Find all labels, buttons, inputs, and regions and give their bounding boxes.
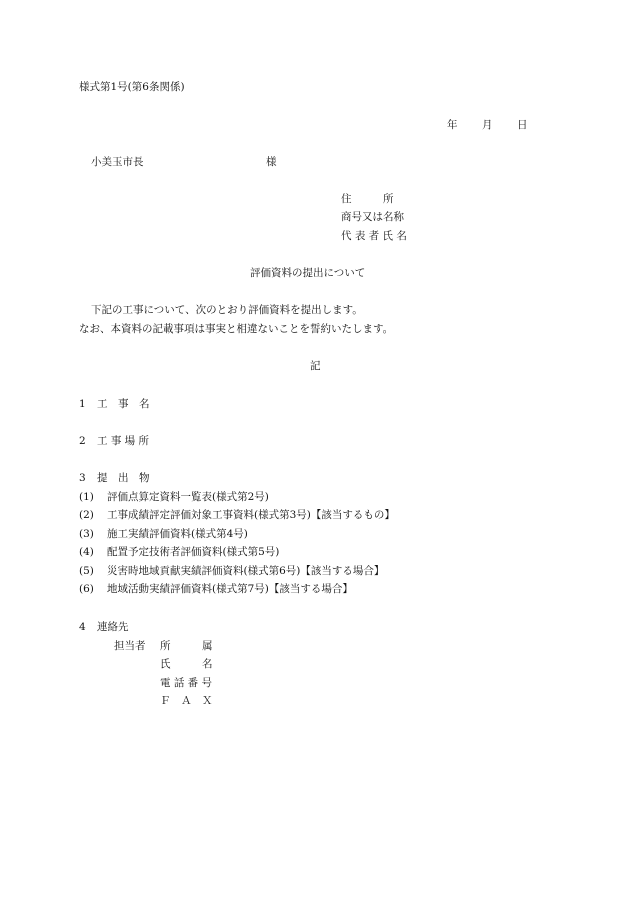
body-line-2: なお、本資料の記載事項は事実と相違ないことを誓約いたします。	[79, 323, 394, 335]
submission-item	[79, 547, 279, 558]
section-contact	[79, 622, 129, 633]
item-number: (6)	[79, 583, 94, 595]
item-text: 災害時地域貢献実績評価資料(様式第6号)【該当する場合】	[107, 565, 385, 577]
applicant-address-label: 住 所	[341, 193, 394, 205]
section-number: 3	[79, 472, 86, 484]
item-number: (1)	[79, 491, 94, 503]
document-title: 評価資料の提出について	[250, 267, 366, 279]
section-label: 連絡先	[97, 621, 129, 633]
applicant-company-label: 商号又は名称	[341, 211, 404, 223]
section-number: 1	[79, 398, 86, 410]
person-in-charge-label: 担当者	[114, 640, 146, 652]
item-number: (4)	[79, 546, 94, 558]
date-year: 年	[447, 119, 458, 131]
section-label: 工 事 場 所	[97, 435, 150, 447]
contact-field-department: 所 属	[160, 640, 213, 652]
submission-item	[79, 566, 384, 577]
submission-item	[79, 510, 395, 521]
contact-field-name: 氏 名	[160, 658, 213, 670]
item-text: 施工実績評価資料(様式第4号)	[107, 528, 248, 540]
ki-heading: 記	[310, 360, 321, 372]
form-label: 様式第1号(第6条関係)	[79, 81, 185, 93]
item-text: 地域活動実績評価資料(様式第7号)【該当する場合】	[107, 583, 353, 595]
section-number: 4	[79, 621, 86, 633]
submission-item	[79, 492, 269, 503]
item-number: (2)	[79, 509, 94, 521]
item-text: 評価点算定資料一覧表(様式第2号)	[107, 491, 269, 503]
item-text: 工事成績評定評価対象工事資料(様式第3号)【該当するもの】	[107, 509, 395, 521]
contact-field-phone: 電 話 番 号	[160, 677, 213, 689]
submission-item	[79, 584, 353, 595]
section-label: 工 事 名	[97, 398, 150, 410]
contact-field-fax: Ｆ Ａ Ｘ	[160, 695, 213, 707]
addressee-honorific: 様	[266, 156, 277, 168]
addressee-name: 小美玉市長	[91, 156, 144, 168]
item-number: (5)	[79, 565, 94, 577]
section-construction-name	[79, 399, 150, 410]
date-month: 月	[482, 119, 493, 131]
body-line-1: 下記の工事について、次のとおり評価資料を提出します。	[91, 304, 363, 316]
section-submissions	[79, 473, 150, 484]
submission-item	[79, 529, 248, 540]
section-construction-site	[79, 436, 149, 447]
section-label: 提 出 物	[97, 472, 150, 484]
item-text: 配置予定技術者評価資料(様式第5号)	[107, 546, 280, 558]
applicant-representative-label: 代 表 者 氏 名	[341, 230, 407, 242]
date-day: 日	[517, 119, 528, 131]
section-number: 2	[79, 435, 86, 447]
item-number: (3)	[79, 528, 94, 540]
